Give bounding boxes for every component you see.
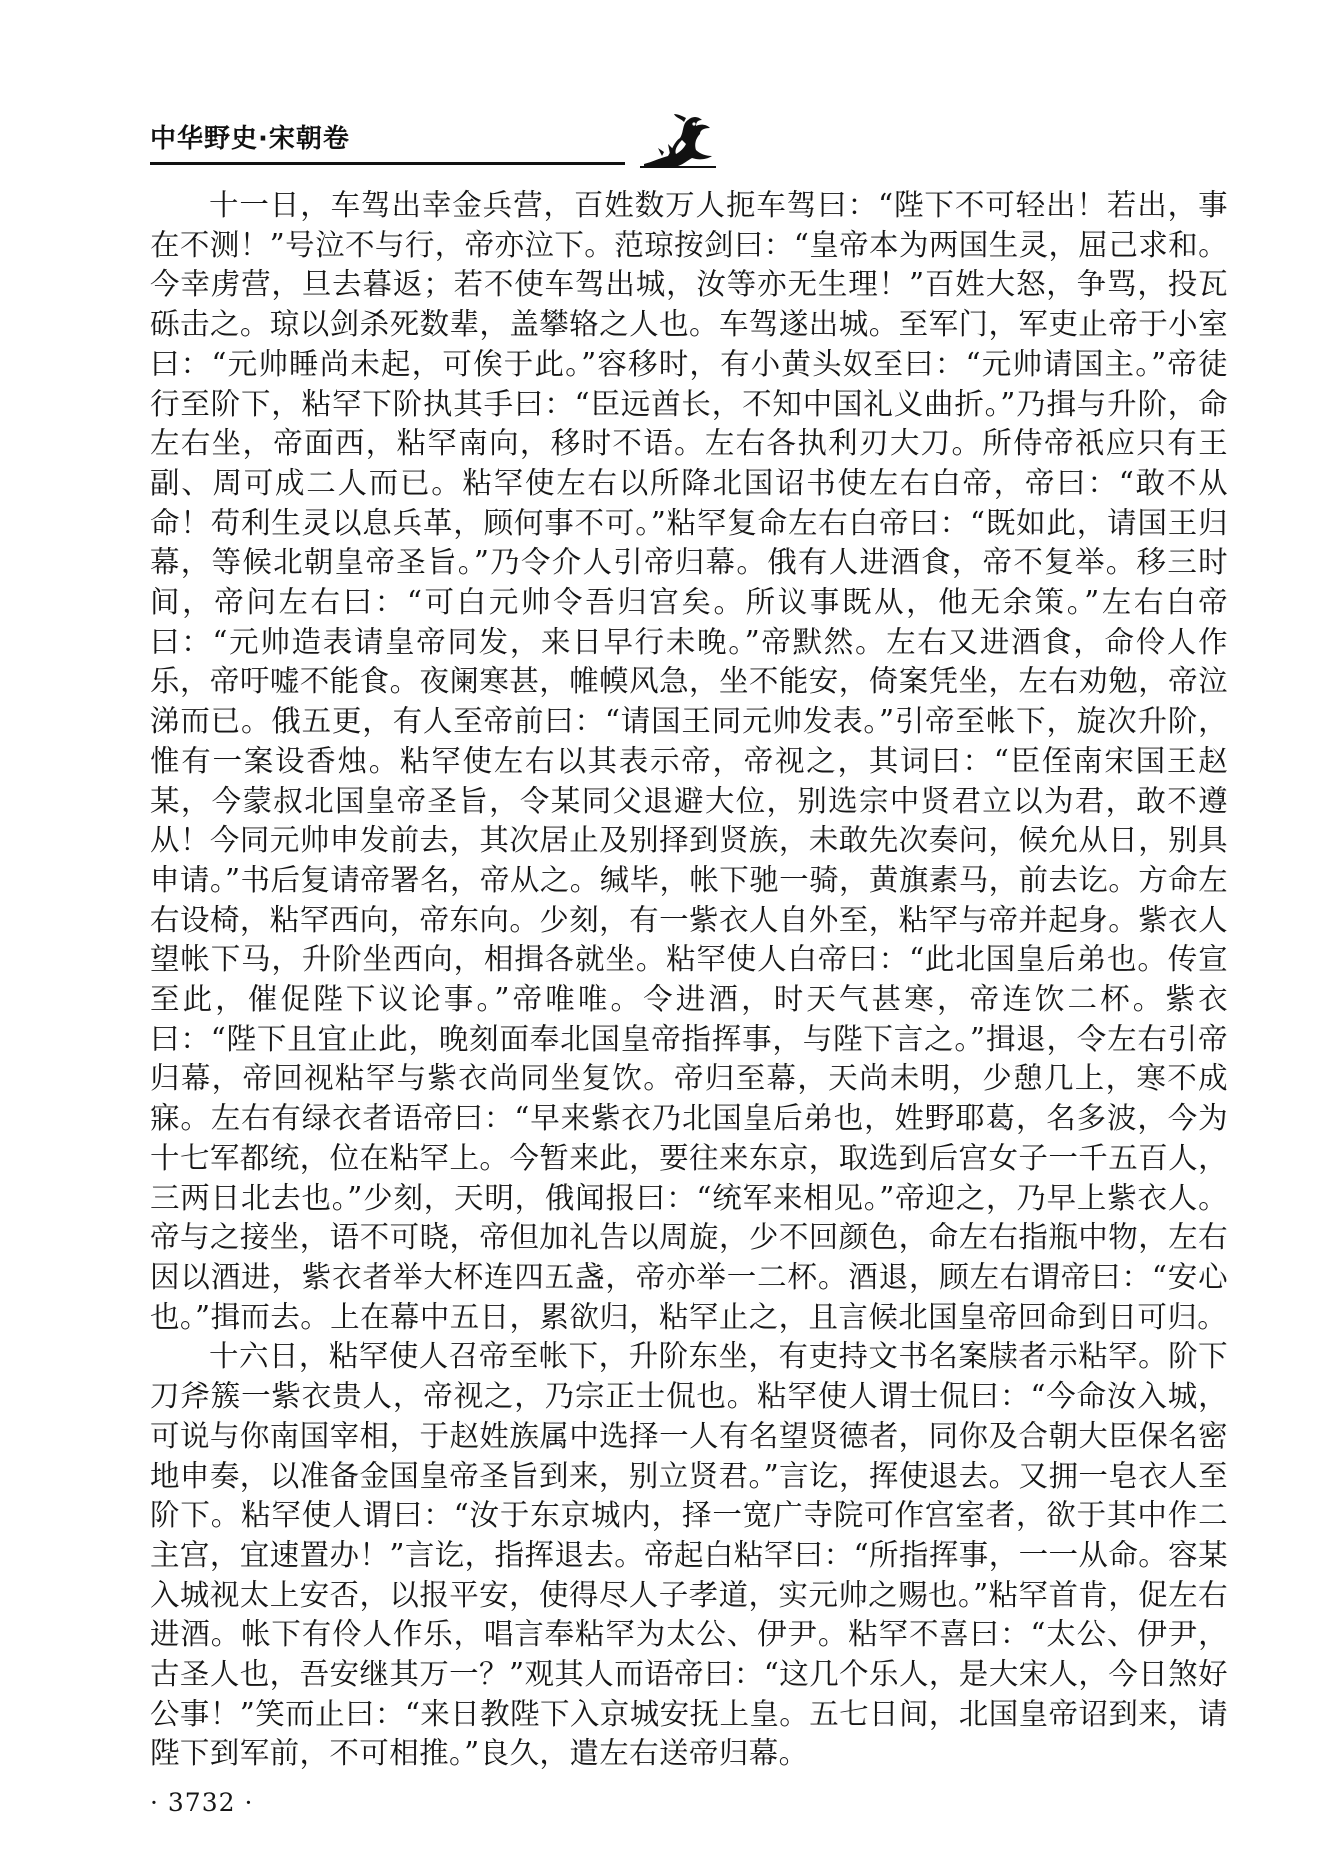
page-number: · 3732 ·: [150, 1788, 254, 1817]
body-text: [150, 186, 1228, 1774]
dragon-emblem-icon: [638, 110, 718, 172]
running-header: [150, 110, 1250, 168]
header-title: 中华野史·宋朝卷: [150, 124, 350, 154]
paragraph: 十六日，粘罕使人召帝至帐下，升阶东坐，有吏持文书名案牍者示粘罕。阶下刀斧簇一紫衣贵人，帝视之，乃宗正士侃也。粘罕使人谓士侃曰：“今命汝入城，可说与你南国宰相，于赵姓族属中选择一人有名望贤德者，同你及合朝大臣保名密地申奏，以准备金国皇帝圣旨到来，别立贤君。”言讫，挥使退去。又拥一皂衣人至阶下。粘罕使人谓曰：“汝于东京城内，择一宽广寺院可作宫室者，欲于其中作二主宫，宜速置办！”言讫，指挥退去。帝起白粘罕曰：“所指挥事，一一从命。容某入城视太上安否，以报平安，使得尽人子孝道，实元帅之赐也。”粘罕首肯，促左右进酒。帐下有伶人作乐，唱言奉粘罕为太公、伊尹。粘罕不喜曰：“太公、伊尹，古圣人也，吾安继其万一？”观其人而语帝曰：“这几个乐人，是大宋人，今日煞好公事！”笑而止曰：“来日教陛下入京城安抚上皇。五七日间，北国皇帝诏到来，请陛下到军前，不可相推。”良久，遣左右送帝归幕。: [150, 1339, 1228, 1771]
paragraph: 十一日，车驾出幸金兵营，百姓数万人扼车驾曰：“陛下不可轻出！若出，事在不测！”号泣不与行，帝亦泣下。范琼按剑曰：“皇帝本为两国生灵，屈己求和。今幸虏营，旦去暮返；若不使车驾出城，汝等亦无生理！”百姓大怒，争骂，投瓦砾击之。琼以剑杀死数辈，盖攀辂之人也。车驾遂出城。至军门，军吏止帝于小室曰：“元帅睡尚未起，可俟于此。”容移时，有小黄头奴至曰：“元帅请国主。”帝徒行至阶下，粘罕下阶执其手曰：“臣远酋长，不知中国礼义曲折。”乃揖与升阶，命左右坐，帝面西，粘罕南向，移时不语。左右各执利刃大刀。所侍帝祇应只有王副、周可成二人而已。粘罕使左右以所降北国诏书使左右白帝，帝曰：“敢不从命！苟利生灵以息兵革，顾何事不可。”粘罕复命左右白帝曰：“既如此，请国王归幕，等候北朝皇帝圣旨。”乃令介人引帝归幕。俄有人进酒食，帝不复举。移三时间，帝问左右曰：“可白元帅令吾归宫矣。所议事既从，他无余策。”左右白帝曰：“元帅造表请皇帝同发，来日早行未晚。”帝默然。左右又进酒食，命伶人作乐，帝吁嘘不能食。夜阑寒甚，帷幙风急，坐不能安，倚案凭坐，左右劝勉，帝泣涕而已。俄五更，有人至帝前曰：“请国王同元帅发表。”引帝至帐下，旋次升阶，惟有一案设香烛。粘罕使左右以其表示帝，帝视之，其词曰：“臣侄南宋国王赵某，今蒙叔北国皇帝圣旨，令某同父退避大位，别选宗中贤君立以为君，敢不遵从！今同元帅申发前去，其次居止及别择到贤族，未敢先次奏问，候允从日，别具申请。”书后复请帝署名，帝从之。缄毕，帐下驰一骑，黄旗素马，前去讫。方命左右设椅，粘罕西向，帝东向。少刻，有一紫衣人自外至，粘罕与帝并起身。紫衣人望帐下马，升阶坐西向，相揖各就坐。粘罕使人白帝曰：“此北国皇后弟也。传宣至此，催促陛下议论事。”帝唯唯。令进酒，时天气甚寒，帝连饮二杯。紫衣曰：“陛下且宜止此，晚刻面奉北国皇帝指挥事，与陛下言之。”揖退，令左右引帝归幕，帝回视粘罕与紫衣尚同坐复饮。帝归至幕，天尚未明，少憩几上，寒不成寐。左右有绿衣者语帝曰：“早来紫衣乃北国皇后弟也，姓野耶葛，名多波，今为十七军都统，位在粘罕上。今暂来此，要往来东京，取选到后宫女子一千五百人，三两日北去也。”少刻，天明，俄闻报曰：“统军来相见。”帝迎之，乃早上紫衣人。帝与之接坐，语不可晓，帝但加礼告以周旋，少不回颜色，命左右指瓶中物，左右因以酒进，紫衣者举大杯连四五盏，帝亦举一二杯。酒退，顾左右谓帝曰：“安心也。”揖而去。上在幕中五日，累欲归，粘罕止之，且言候北国皇帝回命到日可归。: [150, 188, 1228, 1334]
header-rule: [150, 162, 625, 165]
